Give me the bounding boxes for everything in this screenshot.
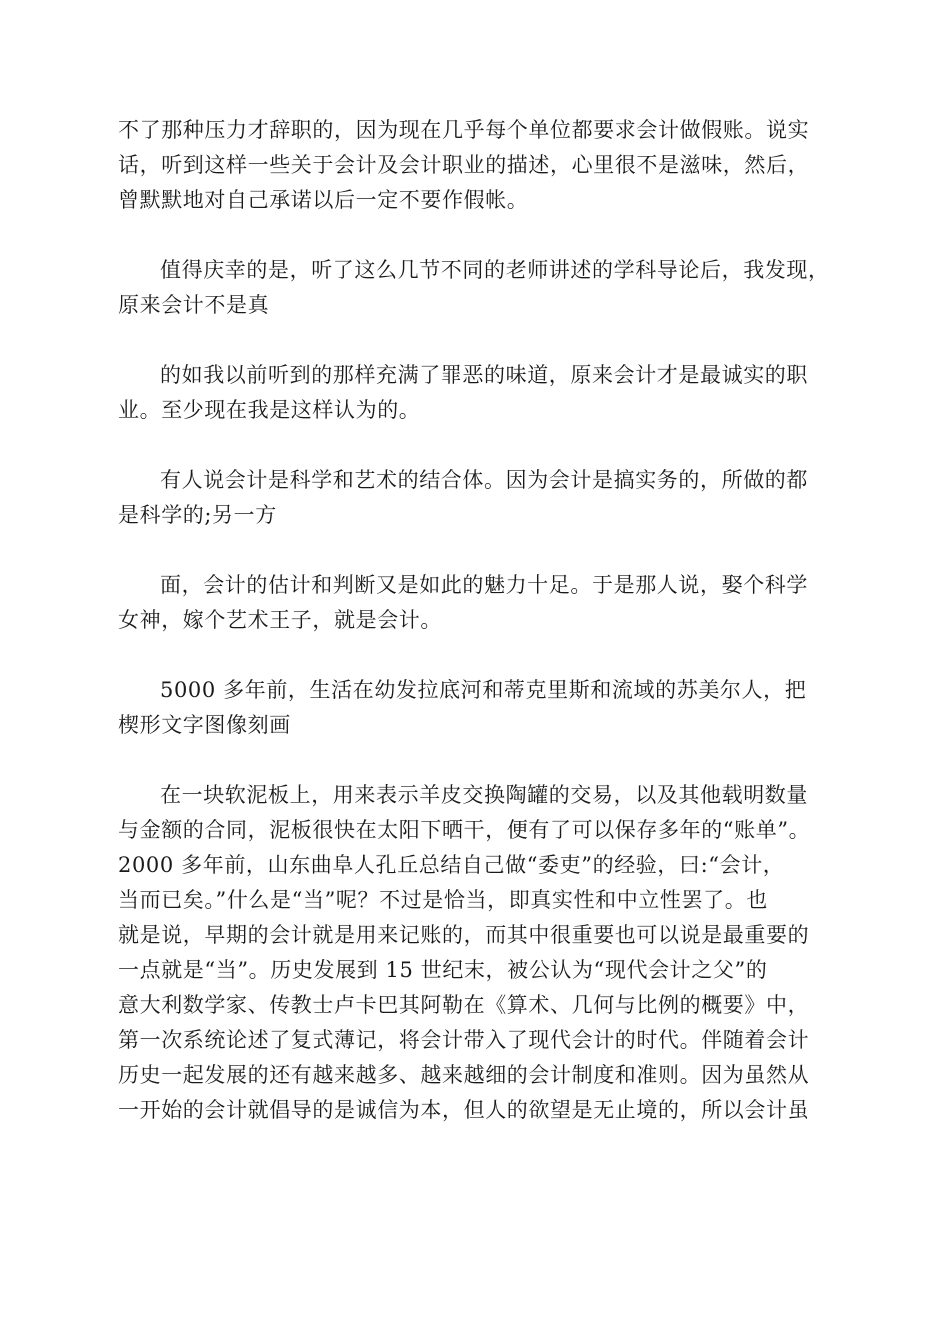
text-line: 2000 多年前，山东曲阜人孔丘总结自己做“委吏”的经验，曰:“会计， [118,853,785,877]
text-line: 话，听到这样一些关于会计及会计职业的描述，心里很不是滋味，然后， [118,153,810,177]
text-line: 一点就是“当”。历史发展到 15 世纪末，被公认为“现代会计之父”的 [118,958,768,982]
text-line: 有人说会计是科学和艺术的结合体。因为会计是搞实务的，所做的都 [160,468,808,492]
text-line: 5000 多年前，生活在幼发拉底河和蒂克里斯和流域的苏美尔人，把 [160,678,807,702]
text-line: 就是说，早期的会计就是用来记账的，而其中很重要也可以说是最重要的 [118,923,810,947]
text-line: 一开始的会计就倡导的是诚信为本，但人的欲望是无止境的，所以会计虽 [118,1098,810,1122]
paragraph-3 [118,358,838,428]
paragraph-6 [118,673,838,743]
text-line: 楔形文字图像刻画 [118,713,291,737]
text-line: 与金额的合同，泥板很快在太阳下晒干，便有了可以保存多年的“账单”。 [118,818,811,842]
paragraph-4 [118,463,838,533]
paragraph-2 [118,253,838,323]
paragraph-7 [118,778,838,1128]
text-line: 意大利数学家、传教士卢卡巴其阿勒在《算术、几何与比例的概要》中， [118,993,810,1017]
text-line: 当而已矣。”什么是“当”呢？不过是恰当，即真实性和中立性罢了。也 [118,888,768,912]
paragraph-gap [118,638,838,673]
text-line: 原来会计不是真 [118,293,270,317]
document-body [118,113,838,1128]
paragraph-1 [118,113,838,218]
text-line: 的如我以前听到的那样充满了罪恶的味道，原来会计才是最诚实的职 [160,363,808,387]
text-line: 历史一起发展的还有越来越多、越来越细的会计制度和准则。因为虽然从 [118,1063,810,1087]
paragraph-gap [118,533,838,568]
text-line: 是科学的;另一方 [118,503,277,527]
paragraph-gap [118,428,838,463]
text-line: 在一块软泥板上，用来表示羊皮交换陶罐的交易，以及其他载明数量 [160,783,808,807]
paragraph-5 [118,568,838,638]
paragraph-gap [118,218,838,253]
text-line: 不了那种压力才辞职的，因为现在几乎每个单位都要求会计做假账。说实 [118,118,810,142]
text-line: 女神，嫁个艺术王子，就是会计。 [118,608,442,632]
text-line: 曾默默地对自己承诺以后一定不要作假帐。 [118,188,529,212]
text-line: 值得庆幸的是，听了这么几节不同的老师讲述的学科导论后，我发现， [160,258,830,282]
text-line: 第一次系统论述了复式薄记，将会计带入了现代会计的时代。伴随着会计 [118,1028,810,1052]
paragraph-gap [118,323,838,358]
text-line: 业。至少现在我是这样认为的。 [118,398,421,422]
paragraph-gap [118,743,838,778]
text-line: 面，会计的估计和判断又是如此的魅力十足。于是那人说，娶个科学 [160,573,808,597]
